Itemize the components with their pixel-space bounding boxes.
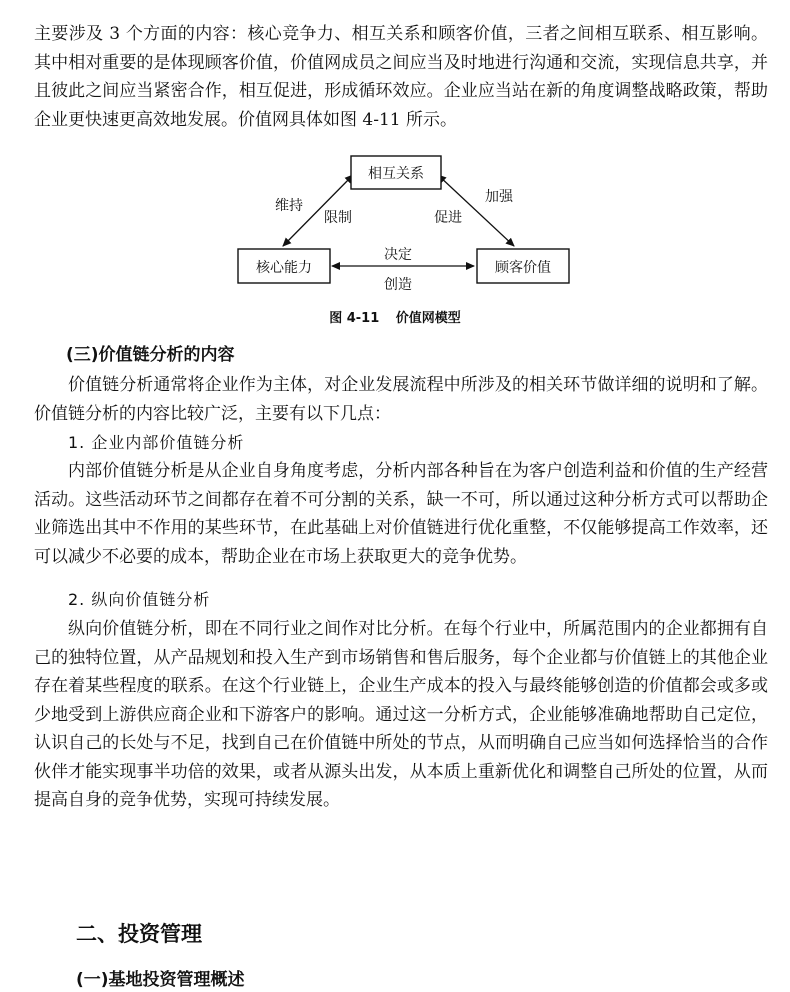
item-2-body: 纵向价值链分析，即在不同行业之间作对比分析。在每个行业中，所属范围内的企业都拥有自己的独特位置，从产品规划和投入生产到市场销售和售后服务，每个企业都与价值链上的其他企业存在着某些程度的联系。在这个行业链上，企业生产成本的投入与最终能够创造的价值都会或多或少地受到上游供应商企业和下游客户的影响。通过这一分析方式，企业能够准确地帮助自己定位，认识自己的长处与不足，找到自己在价值链中所处的节点，从而明确自己应当如何选择恰当的合作伙伴才能实现事半功倍的效果，或者从源头出发，从本质上重新优化和调整自己所处的位置，从而提高自身的竞争优势，实现可持续发展。 <box>34 619 768 810</box>
section-3-intro: 价值链分析通常将企业作为主体，对企业发展流程中所涉及的相关环节做详细的说明和了解。价值链分析的内容比较广泛，主要有以下几点： <box>34 375 768 424</box>
item-2-title: 2. 纵向价值链分析 <box>68 590 211 609</box>
label-determine: 决定 <box>384 247 412 263</box>
node-customer-value <box>477 249 569 283</box>
label-maintain: 维持 <box>275 198 303 214</box>
label-restrict: 限制 <box>324 210 352 226</box>
node-core-competence <box>238 249 330 283</box>
item-1-title: 1. 企业内部价值链分析 <box>68 433 245 452</box>
label-create: 创造 <box>384 277 412 293</box>
value-network-diagram <box>0 0 790 330</box>
section-3-heading: (三)价值链分析的内容 <box>66 345 235 365</box>
node-mutual-relations-label: 相互关系 <box>368 166 424 182</box>
figure-caption-title: 价值网模型 <box>395 311 461 326</box>
label-strengthen: 加强 <box>485 189 513 205</box>
figure-caption-number: 图 4-11 <box>329 311 380 326</box>
section-two-heading: 二、投资管理 <box>76 922 202 946</box>
node-customer-value-label: 顾客价值 <box>495 260 551 276</box>
figure-caption <box>0 307 790 326</box>
intro-paragraph: 主要涉及 3 个方面的内容：核心竞争力、相互关系和顾客价值，三者之间相互联系、相互影响。其中相对重要的是体现顾客价值，价值网成员之间应当及时地进行沟通和交流，实现信息共享，并且彼此之间应当紧密合作，相互促进，形成循环效应。企业应当站在新的角度调整战略政策，帮助企业更快速更高效地发展。价值网具体如图 4-11 所示。 <box>34 24 768 130</box>
section-two-subheading: (一)基地投资管理概述 <box>76 970 245 990</box>
label-promote: 促进 <box>434 210 462 226</box>
item-1-body: 内部价值链分析是从企业自身角度考虑，分析内部各种旨在为客户创造利益和价值的生产经营活动。这些活动环节之间都存在着不可分割的关系，缺一不可，所以通过这种分析方式可以帮助企业筛选出其中不作用的某些环节，在此基础上对价值链进行优化重整，不仅能够提高工作效率，还可以减少不必要的成本，帮助企业在市场上获取更大的竞争优势。 <box>34 461 768 567</box>
node-mutual-relations <box>351 156 441 189</box>
node-core-competence-label: 核心能力 <box>256 260 312 276</box>
